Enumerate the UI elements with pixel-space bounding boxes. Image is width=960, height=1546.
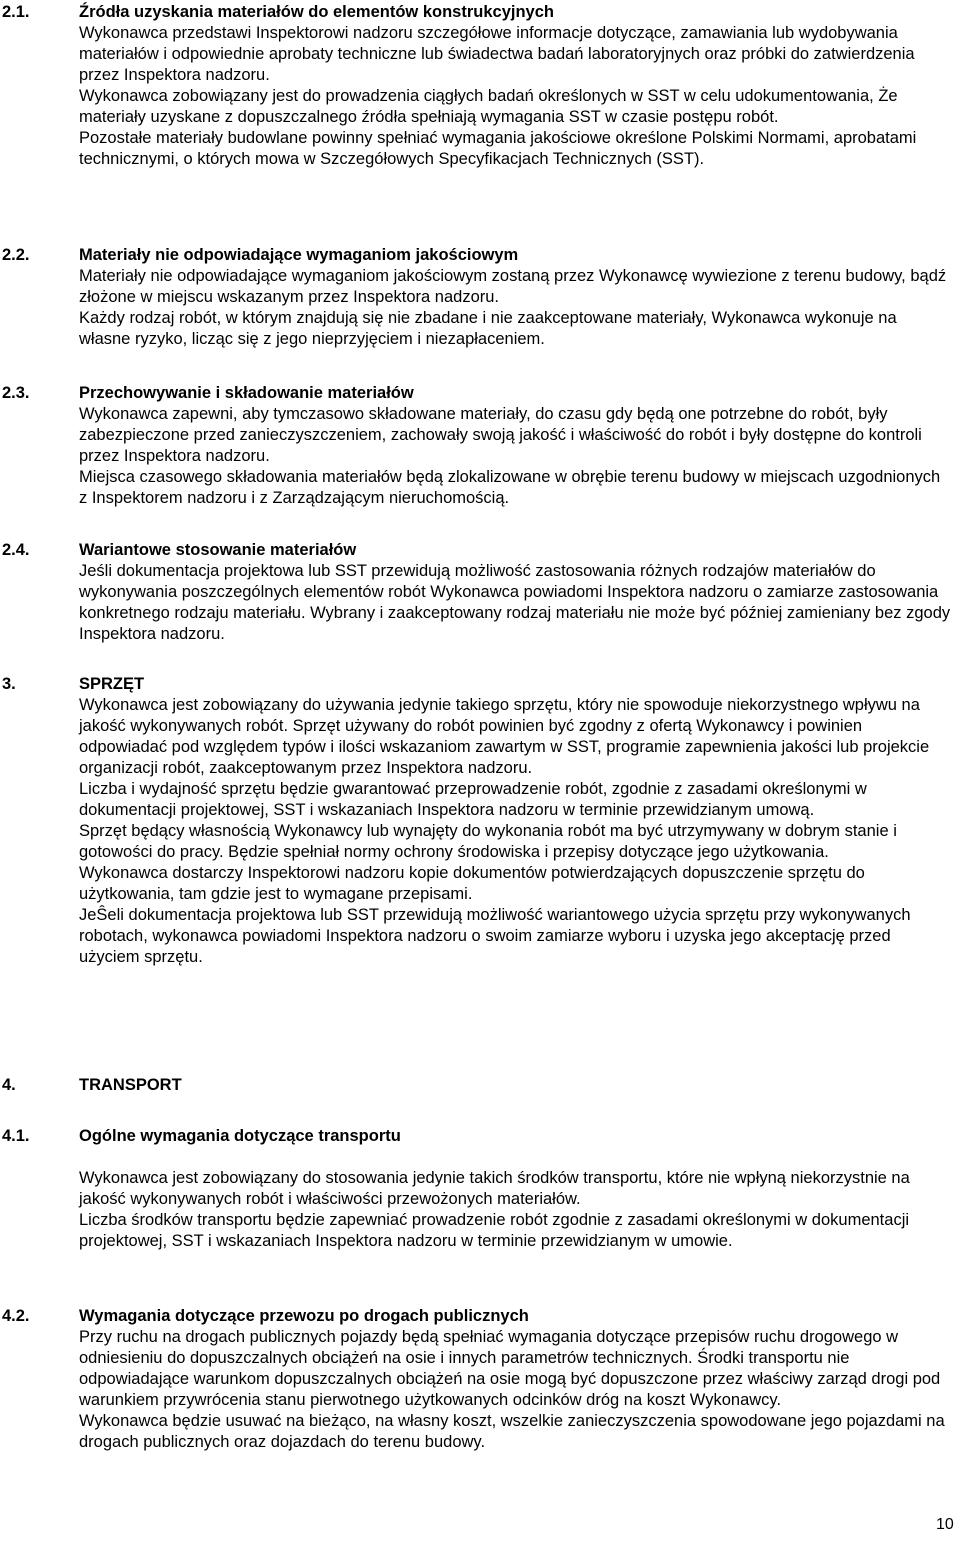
paragraph: Jeśli dokumentacja projektowa lub SST przewidują możliwość zastosowania różnych rodzajów materiałów do wykonywania poszczególnych elementów robót Wykonawca powiadomi Inspektora nadzoru o zamiarze zastosowania konkretnego rodzaju materiału. Wybrany i zaakceptowany rodzaj materiału nie może być później zamieniany bez zgody Inspektora nadzoru.: [79, 562, 951, 643]
section-number: 2.1.: [2, 3, 30, 21]
section-heading: Wymagania dotyczące przewozu po drogach publicznych: [79, 1307, 529, 1325]
section-2-4: [0, 540, 960, 645]
section-2-3: [0, 383, 960, 509]
section-number: 2.3.: [2, 384, 30, 402]
section-4: [0, 1075, 960, 1096]
paragraph: Liczba i wydajność sprzętu będzie gwarantować przeprowadzenie robót, zgodnie z zasadami określonymi w dokumentacji projektowej, SST i wskazaniach Inspektora nadzoru w terminie przewidzianym umową.: [79, 780, 867, 819]
section-number: 2.4.: [2, 541, 30, 559]
paragraph: Wykonawca dostarczy Inspektorowi nadzoru kopie dokumentów potwierdzających dopuszczenie sprzętu do użytkowania, tam gdzie jest to wymagane przepisami.: [79, 864, 865, 903]
paragraph: Pozostałe materiały budowlane powinny spełniać wymagania jakościowe określone Polskimi Normami, aprobatami technicznymi, o których mowa w Szczegółowych Specyfikacjach Technicznych (SST).: [79, 129, 917, 168]
paragraph: Wykonawca przedstawi Inspektorowi nadzoru szczegółowe informacje dotyczące, zamawiania lub wydobywania materiałów i odpowiednie aprobaty techniczne lub świadectwa badań laboratoryjnych oraz próbki do zatwierdzenia przez Inspektora nadzoru.: [79, 24, 915, 84]
paragraph: Sprzęt będący własnością Wykonawcy lub wynajęty do wykonania robót ma być utrzymywany w dobrym stanie i gotowości do pracy. Będzie spełniał normy ochrony środowiska i przepisy dotyczące jego użytkowania.: [79, 822, 897, 861]
page-number: 10: [936, 1516, 954, 1533]
section-heading: Ogólne wymagania dotyczące transportu: [79, 1127, 401, 1145]
section-2-1: [0, 2, 960, 170]
section-heading: Źródła uzyskania materiałów do elementów konstrukcyjnych: [79, 3, 554, 21]
section-number: 2.2.: [2, 246, 30, 264]
paragraph: odpowiadające warunkom dopuszczalnych obciążeń na osie mogą być dopuszczone przez właściwy zarząd drogi pod warunkiem przywrócenia stanu pierwotnego użytkowanych odcinków dróg na koszt Wykonawcy.: [79, 1370, 941, 1409]
section-heading: Materiały nie odpowiadające wymaganiom jakościowym: [79, 246, 519, 264]
section-number: 4.1.: [2, 1127, 30, 1145]
paragraph: Przy ruchu na drogach publicznych pojazdy będą spełniać wymagania dotyczące przepisów ruchu drogowego w odniesieniu do dopuszczalnych obciążeń na osie i innych parametrów technicznych. Środki transportu nie: [79, 1328, 899, 1367]
section-heading: Wariantowe stosowanie materiałów: [79, 541, 357, 559]
paragraph: Wykonawca jest zobowiązany do stosowania jedynie takich środków transportu, które nie wpłyną niekorzystnie na jakość wykonywanych robót i właściwości przewożonych materiałów.: [79, 1169, 910, 1208]
paragraph: Wykonawca będzie usuwać na bieżąco, na własny koszt, wszelkie zanieczyszczenia spowodowane jego pojazdami na drogach publicznych oraz dojazdach do terenu budowy.: [79, 1412, 945, 1451]
paragraph: Liczba środków transportu będzie zapewniać prowadzenie robót zgodnie z zasadami określonymi w dokumentacji projektowej, SST i wskazaniach Inspektora nadzoru w terminie przewidzianym w umowie.: [79, 1211, 910, 1250]
section-number: 3.: [2, 675, 16, 693]
paragraph: Wykonawca zobowiązany jest do prowadzenia ciągłych badań określonych w SST w celu udokumentowania, Że materiały uzyskane z dopuszczalnego źródła spełniają wymagania SST w czasie postępu robót.: [79, 87, 898, 126]
section-heading: Przechowywanie i składowanie materiałów: [79, 384, 414, 402]
section-2-2: [0, 245, 960, 350]
section-number: 4.2.: [2, 1307, 30, 1325]
paragraph: Wykonawca zapewni, aby tymczasowo składowane materiały, do czasu gdy będą one potrzebne do robót, były zabezpieczone przed zanieczyszczeniem, zachowały swoją jakość i właściwość do robót i były dostępne do kontroli przez Inspektora nadzoru.: [79, 405, 922, 465]
paragraph: Miejsca czasowego składowania materiałów będą zlokalizowane w obrębie terenu budowy w miejscach uzgodnionych z Inspektorem nadzoru i z Zarządzającym nieruchomością.: [79, 468, 941, 507]
section-4-1: [0, 1126, 960, 1252]
paragraph: Materiały nie odpowiadające wymaganiom jakościowym zostaną przez Wykonawcę wywiezione z terenu budowy, bądź złożone w miejscu wskazanym przez Inspektora nadzoru.: [79, 267, 947, 306]
paragraph: Wykonawca jest zobowiązany do używania jedynie takiego sprzętu, który nie spowoduje niekorzystnego wpływu na jakość wykonywanych robót. Sprzęt używany do robót powinien być zgodny z ofertą Wykonawcy i powinien odpowiadać pod względem typów i ilości wskazaniom zawartym w SST, programie zapewnienia jakości lub projekcie organizacji robót, zaakceptowanym przez Inspektora nadzoru.: [79, 696, 930, 777]
paragraph: Każdy rodzaj robót, w którym znajdują się nie zbadane i nie zaakceptowane materiały, Wykonawca wykonuje na własne ryzyko, licząc się z jego nieprzyjęciem i niezapłaceniem.: [79, 309, 897, 348]
section-4-2: [0, 1306, 960, 1453]
section-heading: TRANSPORT: [79, 1076, 182, 1094]
section-3: [0, 674, 960, 968]
section-heading: SPRZĘT: [79, 675, 145, 693]
paragraph: JeŜeli dokumentacja projektowa lub SST przewidują możliwość wariantowego użycia sprzętu przy wykonywanych robotach, wykonawca powiadomi Inspektora nadzoru o swoim zamiarze wyboru i uzyska jego akceptację przed użyciem sprzętu.: [79, 906, 911, 966]
section-number: 4.: [2, 1076, 16, 1094]
